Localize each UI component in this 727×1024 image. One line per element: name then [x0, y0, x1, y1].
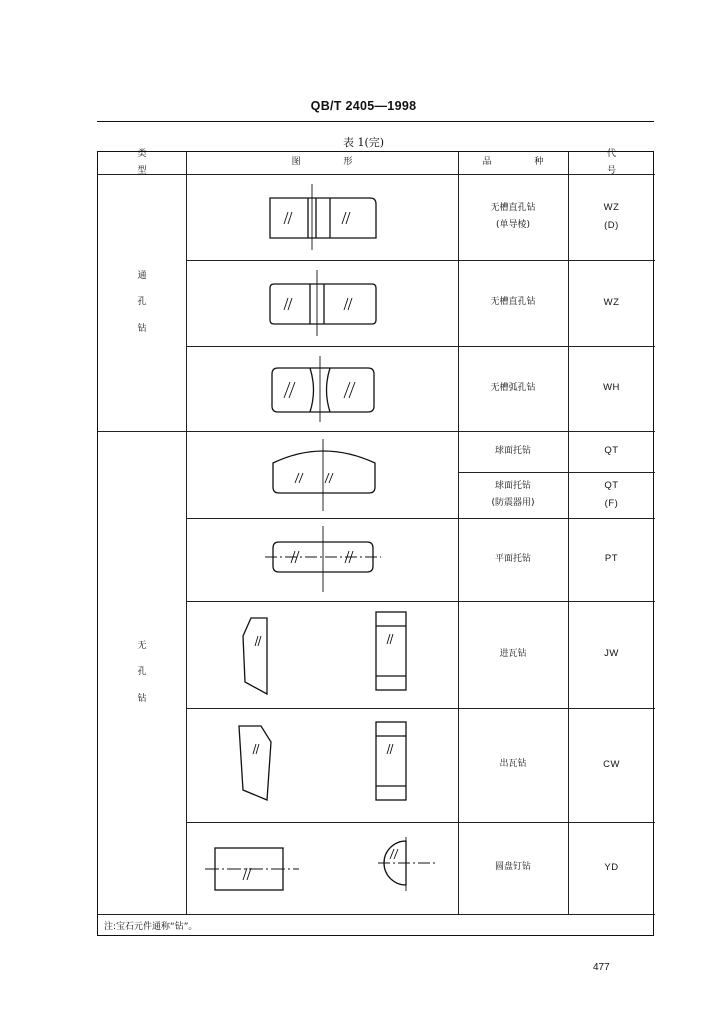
straight-hole-jewel-single-guide-drawing: [258, 182, 388, 252]
group-label-no-hole: [98, 431, 186, 914]
code-cell: [568, 708, 655, 822]
code-cell: [568, 431, 655, 472]
variety-name: 无槽弧孔钻: [490, 382, 536, 393]
group-label-char: 孔: [137, 667, 147, 678]
code-value: QT: [604, 445, 619, 457]
note-divider: [98, 914, 655, 915]
group-label-char: 钻: [137, 693, 147, 704]
header-code: 代 号: [606, 148, 636, 176]
variety-cell: [458, 260, 568, 346]
roller-jewel-side-view: [203, 840, 303, 900]
variety-cell: [458, 174, 568, 260]
variety-subname: (防震器用): [491, 498, 535, 508]
code-cell: [568, 260, 655, 346]
code-value: PT: [604, 553, 619, 565]
table-caption: 表 1(完): [342, 136, 385, 149]
table-note: 注:宝石元件通称“钻”。: [104, 922, 198, 932]
code-cell: [568, 601, 655, 708]
roller-jewel-top-view: [376, 835, 446, 895]
group-label-char: 孔: [137, 297, 147, 308]
code-value: WZ: [603, 296, 620, 308]
variety-cell: [458, 346, 568, 431]
variety-name: 进瓦钻: [499, 648, 527, 659]
variety-cell: [458, 822, 568, 914]
variety-name: 平面托钻: [494, 553, 531, 564]
variety-cell: [458, 708, 568, 822]
header-figure: 图 形: [291, 157, 373, 168]
group-label-through-hole: [98, 174, 186, 431]
header-variety: 品 种: [482, 157, 564, 168]
group-label-char: 钻: [137, 323, 147, 334]
code-cell: [568, 174, 655, 260]
variety-name: 出瓦钻: [499, 759, 527, 770]
variety-name: 无槽直孔钻: [490, 297, 536, 308]
code-value: CW: [603, 758, 620, 770]
variety-name: 球面托钻: [494, 480, 531, 491]
gem-element-table: [97, 148, 654, 936]
variety-name: 无槽直孔钻: [490, 202, 536, 213]
code-cell: [568, 822, 655, 914]
group-label-char: 无: [137, 641, 147, 652]
code-cell: [568, 472, 655, 518]
standard-number: QB/T 2405—1998: [310, 99, 417, 113]
code-value: WH: [603, 382, 620, 394]
code-value: QT: [604, 479, 619, 491]
flat-cap-jewel-drawing: [263, 524, 393, 596]
straight-hole-jewel-drawing: [258, 268, 388, 338]
column-divider-type: [186, 152, 187, 914]
variety-cell: [458, 518, 568, 601]
header-type: 类 型: [137, 148, 167, 176]
code-suffix: (F): [604, 498, 619, 509]
exit-pallet-stone-side-view: [233, 718, 283, 808]
code-value: JW: [604, 648, 619, 660]
code-cell: [568, 518, 655, 601]
variety-name: 圆盘钉钻: [494, 862, 531, 873]
olive-hole-jewel-drawing: [258, 354, 388, 424]
variety-subname: (单导棱): [495, 220, 530, 230]
page-number: 477: [593, 962, 610, 973]
code-suffix: (D): [604, 220, 619, 231]
variety-cell: [458, 431, 568, 472]
code-value: YD: [604, 861, 619, 873]
variety-name: 球面托钻: [494, 445, 531, 456]
code-value: WZ: [603, 201, 620, 213]
spherical-cap-jewel-drawing: [263, 435, 393, 515]
variety-cell: [458, 472, 568, 518]
exit-pallet-stone-front-view: [366, 720, 416, 805]
group-label-char: 通: [137, 271, 147, 282]
code-cell: [568, 346, 655, 431]
header-rule: [97, 121, 654, 122]
entry-pallet-stone-side-view: [233, 612, 283, 702]
entry-pallet-stone-front-view: [366, 610, 416, 695]
variety-cell: [458, 601, 568, 708]
